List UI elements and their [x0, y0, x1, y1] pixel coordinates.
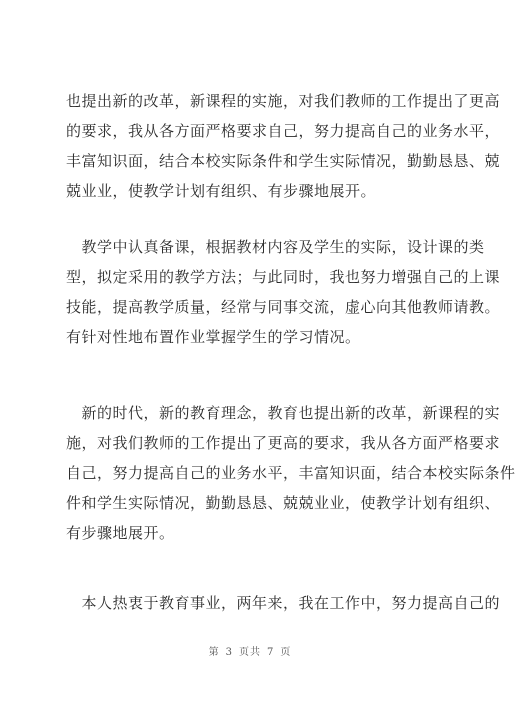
text-line: 也提出新的改革，新课程的实施，对我们教师的工作提出了更高 — [66, 92, 501, 110]
text-line: 有针对性地布置作业掌握学生的学习情况。 — [66, 328, 361, 346]
text-line: 自己，努力提高自己的业务水平，丰富知识面，结合本校实际条件 — [66, 464, 516, 482]
text-line: 型，拟定采用的教学方法；与此同时，我也努力增强自己的上课 — [66, 268, 501, 286]
text-line: 件和学生实际情况，勤勤恳恳、兢兢业业，使教学计划有组织、 — [66, 494, 501, 512]
text-line: 兢业业，使教学计划有组织、有步骤地展开。 — [66, 182, 377, 200]
text-line: 丰富知识面，结合本校实际条件和学生实际情况，勤勤恳恳、兢 — [66, 152, 501, 170]
footer-total-pages: 7 — [267, 647, 275, 658]
paragraph-2 — [66, 232, 501, 352]
footer-page-number: 3 — [225, 647, 233, 658]
text-line: 技能，提高教学质量，经常与同事交流，虚心向其他教师请教。 — [66, 298, 501, 316]
text-line: 教学中认真备课，根据教材内容及学生的实际，设计课的类 — [66, 238, 485, 256]
text-line: 有步骤地展开。 — [66, 524, 175, 542]
text-line: 本人热衷于教育事业，两年来，我在工作中，努力提高自己的 — [66, 594, 501, 612]
text-line: 新的时代，新的教育理念，教育也提出新的改革，新课程的实 — [66, 404, 501, 422]
paragraph-1 — [66, 86, 501, 206]
footer-prefix: 第 — [208, 647, 220, 658]
page-footer — [0, 643, 500, 658]
text-line: 的要求，我从各方面严格要求自己，努力提高自己的业务水平， — [66, 122, 501, 140]
text-line: 施，对我们教师的工作提出了更高的要求，我从各方面严格要求 — [66, 434, 501, 452]
paragraph-3 — [66, 398, 516, 548]
paragraph-4 — [66, 588, 501, 618]
footer-middle: 页共 — [239, 647, 261, 658]
footer-suffix: 页 — [280, 647, 292, 658]
